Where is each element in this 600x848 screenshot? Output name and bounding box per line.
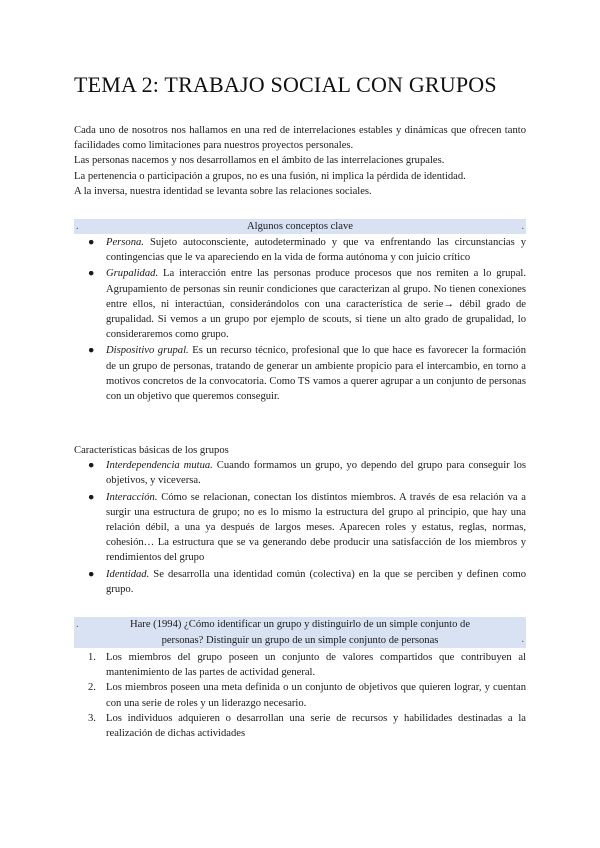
bullet-icon: ● — [88, 237, 95, 248]
intro-line: A la inversa, nuestra identidad se levanta sobre las relaciones sociales. — [74, 185, 372, 197]
characteristics-section — [74, 443, 526, 598]
item-term: Interacción. — [106, 491, 158, 503]
item-text: Cuando formamos un grupo, yo dependo del grupo para conseguir los objetivos, y viceversa. — [106, 460, 526, 487]
item-text: Sujeto autoconsciente, autodeterminado y que va enfrentando las circunstancias y contingencias que le va apareciendo en la vida de forma autónoma y con juicio crítico — [106, 237, 526, 264]
item-term: Identidad. — [106, 568, 150, 580]
section-heading-line: Hare (1994) ¿Cómo identificar un grupo y distinguirlo de un simple conjunto de — [129, 619, 471, 630]
list-item — [74, 266, 526, 342]
item-term: Interdependencia mutua. — [106, 460, 213, 472]
list-item — [74, 458, 526, 488]
item-text: Los miembros del grupo poseen un conjunto de valores compartidos que contribuyen al mantenimiento de las partes de actividad general. — [106, 652, 526, 679]
section-heading-band — [74, 219, 526, 234]
bullet-icon: ● — [88, 568, 95, 580]
band-marker-right: . — [521, 221, 524, 232]
list-item — [74, 680, 526, 710]
concepts-list — [74, 235, 526, 405]
item-number: 2. — [88, 682, 96, 694]
band-marker-left: . — [76, 619, 79, 630]
item-number: 1. — [88, 652, 96, 663]
list-item — [74, 711, 526, 741]
bullet-icon: ● — [88, 460, 95, 472]
item-term: Persona. — [106, 237, 144, 248]
bullet-icon: ● — [88, 491, 95, 503]
item-text: Es un recurso técnico, profesional que lo que hace es favorecer la formación de un grupo de personas, tratando de generar un ambiente propicio para el intercambio, en torno a motivos concretos de la convocatoria. Como TS vamos a querer agrupar a un conjunto de personas con un objetivo que queremos conseguir. — [106, 345, 527, 403]
list-item — [74, 650, 526, 680]
intro-line: La pertenencia o participación a grupos, no es una fusión, ni implica la pérdida de identidad. — [74, 170, 466, 182]
section-heading-band — [74, 617, 526, 648]
group-criteria-list — [74, 650, 526, 741]
bullet-icon: ● — [88, 345, 95, 357]
item-term: Grupalidad. — [106, 268, 159, 280]
item-text: Los individuos adquieren o desarrollan una serie de recursos y habilidades destinadas a la realización de dichas actividades — [106, 712, 526, 740]
list-item — [74, 490, 526, 566]
list-item — [74, 567, 526, 597]
item-text: Los miembros poseen una meta definida o un conjunto de objetivos que quieren lograr, y cuentan con una serie de roles y un liderazgo necesario. — [106, 682, 526, 709]
item-term: Dispositivo grupal. — [106, 345, 189, 357]
section-heading: Características básicas de los grupos — [74, 445, 229, 456]
page-title: TEMA 2: TRABAJO SOCIAL CON GRUPOS — [74, 72, 497, 97]
item-text: Se desarrolla una identidad común (colectiva) en la que se perciben y definen como grupo. — [106, 568, 526, 595]
section-heading-line: personas? Distinguir un grupo de un simple conjunto de personas — [161, 634, 439, 646]
band-marker-left: . — [76, 221, 79, 232]
item-text: Cómo se relacionan, conectan los distintos miembros. A través de esa relación va a surgir una estructura de grupo; no es lo mismo la estructura del grupo al principio, que hay una relación débil, a una ya después de largos meses. Aparecen roles y estatus, reglas, normas, cohesión… La estructura que se va generando debe producir una satisfacción de los miembros y rendimientos del grupo — [106, 491, 526, 564]
intro-line: Cada uno de nosotros nos hallamos en una red de interrelaciones estables y dinámicas que ofrecen tanto facilidades como limitaciones para nuestros proyectos personales. — [74, 125, 526, 152]
intro-paragraphs — [74, 123, 526, 199]
list-item — [74, 343, 526, 404]
intro-line: Las personas nacemos y nos desarrollamos en el ámbito de las interrelaciones grupales. — [74, 155, 445, 167]
item-text: La interacción entre las personas produce procesos que nos remiten a lo grupal. Agrupamiento de personas sin reunir condiciones que caracterizan al grupo. No tienen conexiones entre ellos, ni interactúan, considerándolos con una característica de serie→ débil grado de grupalidad. Si vemos a un grupo por ejemplo de scouts, si tiene un alto grado de grupalidad, lo consideraremos como grupo. — [106, 268, 526, 341]
section-heading: Algunos conceptos clave — [247, 221, 353, 232]
band-marker-right: . — [521, 634, 524, 645]
list-item — [74, 235, 526, 265]
item-number: 3. — [88, 712, 96, 724]
bullet-icon: ● — [88, 268, 95, 280]
